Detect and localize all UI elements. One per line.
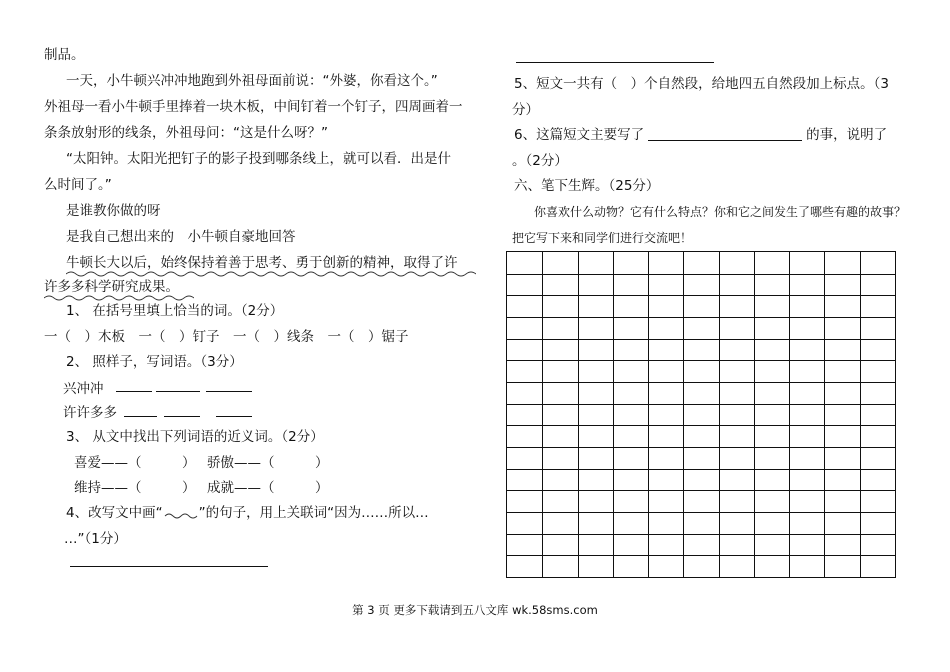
- grid-row-line: [507, 360, 895, 361]
- question-4-suffix: ”的句子，用上关联词“因为……所以…: [198, 505, 429, 521]
- grid-row-line: [507, 512, 895, 513]
- synonym-item: 维持——（ ）: [74, 480, 196, 496]
- question-6-prefix: 6、这篇短文主要写了: [514, 127, 645, 143]
- question-4: [66, 504, 429, 522]
- question-1: 1、 在括号里填上恰当的词。（2分）: [66, 303, 284, 319]
- answer-line[interactable]: [116, 391, 152, 392]
- grid-row-line: [507, 404, 895, 405]
- question-3: 3、 从文中找出下列词语的近义词。（2分）: [66, 429, 324, 445]
- answer-line[interactable]: [648, 126, 802, 141]
- question-6-suffix: 的事，说明了: [806, 127, 888, 143]
- page-footer: 第 3 页 更多下载请到五八文库 wk.58sms.com: [352, 603, 598, 617]
- grid-column-line: [719, 252, 720, 577]
- answer-line[interactable]: [516, 62, 714, 63]
- grid-column-line: [648, 252, 649, 577]
- answer-line[interactable]: [164, 416, 200, 417]
- grid-row-line: [507, 425, 895, 426]
- grid-column-line: [542, 252, 543, 577]
- passage-line: 是我自己想出来的 小牛顿自豪地回答: [66, 229, 296, 245]
- question-4-cont: …”（1分）: [64, 531, 127, 547]
- passage-line: “太阳钟。太阳光把钉子的影子投到哪条线上，就可以看．出是什: [66, 151, 451, 167]
- passage-line: 外祖母一看小牛顿手里捧着一块木板，中间钉着一个钉子，四周画着一: [44, 99, 463, 115]
- passage-line: 一天，小牛顿兴冲冲地跑到外祖母面前说：“外婆，你看这个。”: [66, 73, 438, 89]
- grid-row-line: [507, 274, 895, 275]
- question-4-prefix: 4、改写文中画“: [66, 505, 163, 521]
- question-1-items: 一（ ）木板 一（ ）钉子 一（ ）线条 一（ ）锯子: [44, 329, 409, 345]
- answer-line[interactable]: [216, 416, 252, 417]
- question-6: [514, 126, 887, 144]
- grid-row-line: [507, 339, 895, 340]
- passage-line: 么时间了。”: [44, 177, 112, 193]
- grid-row-line: [507, 555, 895, 556]
- grid-row-line: [507, 534, 895, 535]
- writing-prompt: 你喜欢什么动物？它有什么特点？你和它之间发生了哪些有趣的故事？: [534, 205, 907, 219]
- section-heading: 六、笔下生辉。（25分）: [514, 178, 660, 194]
- example-word: 兴冲冲: [63, 381, 104, 397]
- synonym-item: 喜爱——（ ）: [74, 455, 196, 471]
- underlined-sentence: 牛顿长大以后，始终保持着善于思考、勇于创新的精神，取得了许: [66, 255, 458, 271]
- answer-line[interactable]: [156, 391, 200, 392]
- wavy-underline: [66, 270, 476, 278]
- answer-line[interactable]: [70, 566, 268, 567]
- question-2: 2、 照样子，写词语。（3分）: [66, 354, 243, 370]
- writing-grid[interactable]: [506, 251, 896, 578]
- grid-column-line: [860, 252, 861, 577]
- grid-row-line: [507, 447, 895, 448]
- answer-line[interactable]: [124, 416, 157, 417]
- grid-column-line: [683, 252, 684, 577]
- underlined-sentence: 许多多科学研究成果。: [44, 279, 179, 295]
- question-5-cont: 分）: [512, 102, 539, 118]
- answer-line[interactable]: [206, 391, 252, 392]
- grid-row-line: [507, 382, 895, 383]
- synonym-item: 骄傲——（ ）: [207, 455, 329, 471]
- synonym-item: 成就——（ ）: [207, 480, 329, 496]
- grid-row-line: [507, 295, 895, 296]
- passage-line: 制品。: [44, 47, 85, 63]
- grid-column-line: [789, 252, 790, 577]
- grid-column-line: [824, 252, 825, 577]
- grid-row-line: [507, 317, 895, 318]
- wavy-mark-icon: [163, 509, 199, 519]
- grid-column-line: [754, 252, 755, 577]
- example-word: 许许多多: [63, 405, 117, 421]
- passage-line: 是谁教你做的呀: [66, 203, 161, 219]
- question-5: 5、短文一共有（ ）个自然段，给地四五自然段加上标点。（3: [514, 76, 889, 92]
- grid-column-line: [613, 252, 614, 577]
- question-6-cont: 。（2分）: [512, 153, 568, 169]
- wavy-underline: [44, 294, 194, 302]
- grid-column-line: [578, 252, 579, 577]
- passage-line: 条条放射形的线条，外祖母问：“这是什么呀？”: [44, 125, 328, 141]
- writing-prompt: 把它写下来和同学们进行交流吧！: [512, 231, 693, 245]
- grid-row-line: [507, 469, 895, 470]
- grid-row-line: [507, 490, 895, 491]
